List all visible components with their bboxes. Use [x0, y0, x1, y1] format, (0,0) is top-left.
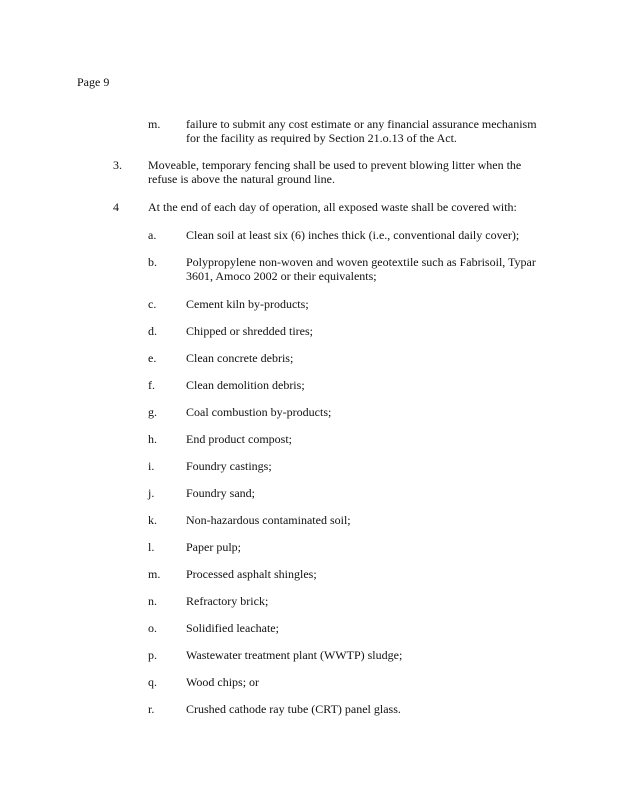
list-item-label: a. [148, 228, 157, 242]
list-item-label: o. [148, 621, 157, 635]
list-item-text: Non-hazardous contaminated soil; [186, 513, 351, 527]
list-item-text: Foundry sand; [186, 486, 255, 500]
list-item-label: c. [148, 297, 157, 311]
list-item-label: 3. [113, 158, 122, 172]
list-item-label: m. [148, 117, 161, 131]
list-item-text: Moveable, temporary fencing shall be used to prevent blowing litter when the refuse is above the natural ground line. [148, 158, 522, 186]
list-item-text: Chipped or shredded tires; [186, 324, 313, 338]
list-item-label: i. [148, 459, 155, 473]
list-item-text: Cement kiln by-products; [186, 297, 309, 311]
list-item-label: q. [148, 675, 157, 689]
list-item-label: f. [148, 378, 155, 392]
list-item-text: Wastewater treatment plant (WWTP) sludge; [186, 648, 403, 662]
list-item-label: k. [148, 513, 157, 527]
list-item-text: Paper pulp; [186, 540, 241, 554]
list-item-label: n. [148, 594, 157, 608]
list-item-label: b. [148, 255, 157, 269]
list-item-text: Foundry castings; [186, 459, 272, 473]
list-item-text: Clean soil at least six (6) inches thick (i.e., conventional daily cover); [186, 228, 520, 242]
list-item-text: End product compost; [186, 432, 292, 446]
list-item-text: failure to submit any cost estimate or any financial assurance mechanism for the facility as required by Section 21.o.13 of the Act. [186, 117, 537, 145]
list-item-text: At the end of each day of operation, all exposed waste shall be covered with: [148, 200, 517, 214]
list-item-text: Wood chips; or [186, 675, 260, 689]
list-item-label: p. [148, 648, 157, 662]
list-item-label: r. [148, 702, 155, 716]
list-item-text: Clean concrete debris; [186, 351, 294, 365]
list-item-text: Clean demolition debris; [186, 378, 305, 392]
list-item-text: Coal combustion by-products; [186, 405, 332, 419]
list-item-label: m. [148, 567, 161, 581]
list-item-label: j. [148, 486, 155, 500]
list-item-text: Refractory brick; [186, 594, 269, 608]
page-number: Page 9 [77, 75, 110, 89]
list-item-text: Solidified leachate; [186, 621, 279, 635]
list-item-label: e. [148, 351, 157, 365]
list-item-label: g. [148, 405, 157, 419]
list-item-text: Crushed cathode ray tube (CRT) panel glass. [186, 702, 401, 716]
list-item-text: Polypropylene non-woven and woven geotextile such as Fabrisoil, Typar 3601, Amoco 2002 or their equivalents; [186, 255, 536, 283]
list-item-label: 4 [113, 200, 119, 214]
list-item-label: l. [148, 540, 155, 554]
list-item-label: d. [148, 324, 157, 338]
list-item-text: Processed asphalt shingles; [186, 567, 317, 581]
list-item-label: h. [148, 432, 157, 446]
